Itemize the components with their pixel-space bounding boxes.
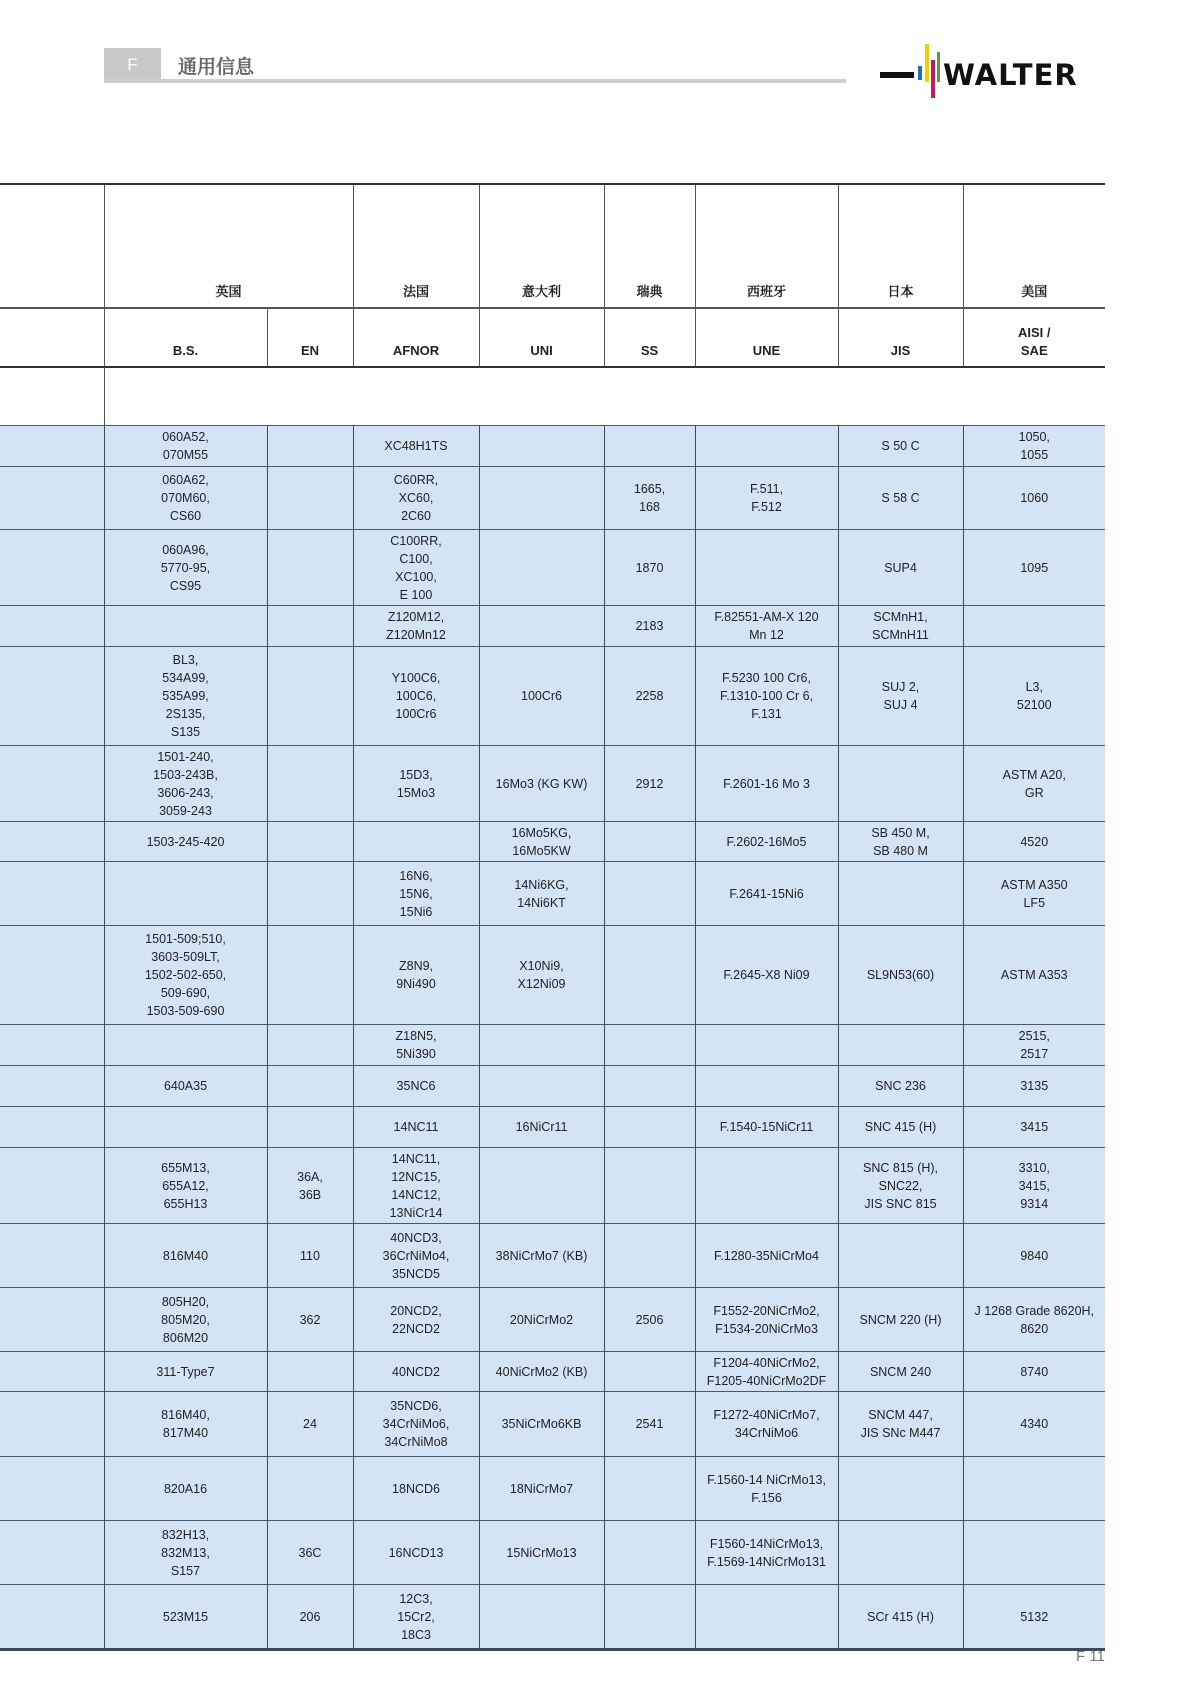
cell-une: F1552-20NiCrMo2, F1534-20NiCrMo3 [695,1288,838,1352]
header-aisi: AISI / SAE [963,308,1105,367]
cell-uni: 38NiCrMo7 (KB) [479,1224,604,1288]
cell-ss: 2541 [604,1392,695,1457]
section-title: 通用信息 [178,57,255,78]
row-lead-cell [0,1288,104,1352]
cell-bs: 816M40 [104,1224,267,1288]
cell-jis [838,1025,963,1066]
cell-une [695,1066,838,1107]
row-lead-cell [0,822,104,862]
cell-afnor: 18NCD6 [353,1457,479,1521]
cell-afnor: Z120M12, Z120Mn12 [353,606,479,647]
cell-afnor: 14NC11, 12NC15, 14NC12, 13NiCr14 [353,1148,479,1224]
row-lead-cell [0,1148,104,1224]
cell-ss [604,1066,695,1107]
cell-afnor: 16N6, 15N6, 15Ni6 [353,862,479,926]
cell-une [695,1148,838,1224]
cell-uni [479,426,604,467]
cell-afnor: Z18N5, 5Ni390 [353,1025,479,1066]
cell-en [267,606,353,647]
cell-jis: S 58 C [838,467,963,530]
cell-aisi: 1095 [963,530,1105,606]
blank-row [0,367,1105,426]
table-row [0,1457,1105,1521]
cell-bs: 523M15 [104,1585,267,1650]
cell-aisi: 9840 [963,1224,1105,1288]
cell-jis: SL9N53(60) [838,926,963,1025]
cell-aisi [963,1457,1105,1521]
header-uni: UNI [479,308,604,367]
row-lead-cell [0,647,104,746]
cell-bs: 640A35 [104,1066,267,1107]
cell-afnor: 12C3, 15Cr2, 18C3 [353,1585,479,1650]
row-lead-cell [0,467,104,530]
walter-logo [880,44,1108,104]
cell-en: 206 [267,1585,353,1650]
cell-uni: 16Mo3 (KG KW) [479,746,604,822]
section-underline [104,79,846,83]
table-row [0,1148,1105,1224]
row-lead-cell [0,1392,104,1457]
cell-aisi: 1050, 1055 [963,426,1105,467]
cell-bs: 060A52, 070M55 [104,426,267,467]
logo-text: WALTER [943,58,1078,92]
cell-afnor: 15D3, 15Mo3 [353,746,479,822]
cell-uni: 20NiCrMo2 [479,1288,604,1352]
cell-en [267,926,353,1025]
cell-aisi: 4520 [963,822,1105,862]
cell-jis: SCMnH1, SCMnH11 [838,606,963,647]
cell-aisi: ASTM A350 LF5 [963,862,1105,926]
cell-ss: 2258 [604,647,695,746]
row-lead-cell [0,1066,104,1107]
cell-uni: 40NiCrMo2 (KB) [479,1352,604,1392]
header-en: EN [267,308,353,367]
cell-jis [838,1521,963,1585]
row-lead-cell [0,530,104,606]
cell-afnor: C60RR, XC60, 2C60 [353,467,479,530]
table-row [0,926,1105,1025]
table-row [0,606,1105,647]
cell-aisi: L3, 52100 [963,647,1105,746]
cell-ss [604,1107,695,1148]
cell-afnor: 35NC6 [353,1066,479,1107]
cell-une [695,530,838,606]
cell-en [267,426,353,467]
cell-en [267,530,353,606]
row-lead-cell [0,606,104,647]
row-lead-cell [0,1521,104,1585]
cell-jis: SNCM 447, JIS SNc M447 [838,1392,963,1457]
cell-bs [104,1025,267,1066]
cell-aisi: ASTM A20, GR [963,746,1105,822]
cell-ss [604,926,695,1025]
cell-aisi [963,1521,1105,1585]
header-ss: SS [604,308,695,367]
table-row [0,1025,1105,1066]
cell-afnor: Y100C6, 100C6, 100Cr6 [353,647,479,746]
header-japan: 日本 [838,184,963,308]
cell-uni: 35NiCrMo6KB [479,1392,604,1457]
cell-uni: 16Mo5KG, 16Mo5KW [479,822,604,862]
cell-en: 362 [267,1288,353,1352]
table-row [0,1107,1105,1148]
cell-aisi: 3415 [963,1107,1105,1148]
cell-afnor: Z8N9, 9Ni490 [353,926,479,1025]
cell-ss [604,1457,695,1521]
cell-une: F.2601-16 Mo 3 [695,746,838,822]
row-lead-cell [0,1457,104,1521]
cell-en [267,746,353,822]
cell-jis [838,1457,963,1521]
cell-afnor: 20NCD2, 22NCD2 [353,1288,479,1352]
cell-aisi: 2515, 2517 [963,1025,1105,1066]
cell-uni: 14Ni6KG, 14Ni6KT [479,862,604,926]
cell-jis [838,1224,963,1288]
cell-en [267,862,353,926]
cell-une: F.2641-15Ni6 [695,862,838,926]
cell-ss: 1665, 168 [604,467,695,530]
cell-ss [604,822,695,862]
cell-jis: SUJ 2, SUJ 4 [838,647,963,746]
header-usa: 美国 [963,184,1105,308]
cell-ss [604,1521,695,1585]
cell-afnor [353,822,479,862]
cell-uni [479,530,604,606]
cell-une: F.1280-35NiCrMo4 [695,1224,838,1288]
row-lead-cell [0,746,104,822]
row-lead-cell [0,1224,104,1288]
cell-aisi: 3310, 3415, 9314 [963,1148,1105,1224]
header-uk: 英国 [104,184,353,308]
blank-header [0,184,104,308]
section-letter: F [104,48,161,82]
table-row [0,1352,1105,1392]
row-lead-cell [0,1107,104,1148]
cell-une [695,426,838,467]
cell-bs: 655M13, 655A12, 655H13 [104,1148,267,1224]
cell-en [267,1025,353,1066]
cell-en [267,1352,353,1392]
cell-aisi: J 1268 Grade 8620H, 8620 [963,1288,1105,1352]
cell-uni [479,1025,604,1066]
cell-ss: 2912 [604,746,695,822]
cell-ss: 1870 [604,530,695,606]
table-row [0,1288,1105,1352]
cell-en [267,1107,353,1148]
cell-uni [479,1066,604,1107]
header-jis: JIS [838,308,963,367]
cell-jis [838,746,963,822]
header-italy: 意大利 [479,184,604,308]
cell-afnor: 40NCD3, 36CrNiMo4, 35NCD5 [353,1224,479,1288]
table-row [0,822,1105,862]
cell-en [267,1457,353,1521]
cell-bs [104,606,267,647]
cell-aisi: 3135 [963,1066,1105,1107]
cell-jis: SCr 415 (H) [838,1585,963,1650]
cell-bs: BL3, 534A99, 535A99, 2S135, S135 [104,647,267,746]
cell-une: F1272-40NiCrMo7, 34CrNiMo6 [695,1392,838,1457]
cell-bs: 311-Type7 [104,1352,267,1392]
cell-une [695,1025,838,1066]
table-row [0,647,1105,746]
cell-une: F.1540-15NiCr11 [695,1107,838,1148]
row-lead-cell [0,1352,104,1392]
page-number: F 11 [1076,1648,1105,1665]
cell-afnor: C100RR, C100, XC100, E 100 [353,530,479,606]
cell-en: 110 [267,1224,353,1288]
cell-en [267,467,353,530]
cell-une: F.2645-X8 Ni09 [695,926,838,1025]
cell-jis: SNC 415 (H) [838,1107,963,1148]
cell-jis: SNCM 220 (H) [838,1288,963,1352]
cell-uni: 100Cr6 [479,647,604,746]
header-une: UNE [695,308,838,367]
cell-jis: SUP4 [838,530,963,606]
cell-uni: 16NiCr11 [479,1107,604,1148]
cell-afnor: 40NCD2 [353,1352,479,1392]
cell-ss: 2183 [604,606,695,647]
cell-une: F.1560-14 NiCrMo13, F.156 [695,1457,838,1521]
blank-header [0,308,104,367]
material-comparison-table [0,183,1105,1651]
cell-bs: 1501-240, 1503-243B, 3606-243, 3059-243 [104,746,267,822]
cell-en: 36A, 36B [267,1148,353,1224]
table-row [0,1521,1105,1585]
header-spain: 西班牙 [695,184,838,308]
cell-afnor: 35NCD6, 34CrNiMo6, 34CrNiMo8 [353,1392,479,1457]
cell-bs [104,1107,267,1148]
cell-jis: S 50 C [838,426,963,467]
row-lead-cell [0,1585,104,1650]
cell-aisi: 1060 [963,467,1105,530]
row-lead-cell [0,426,104,467]
table-row [0,467,1105,530]
cell-bs: 805H20, 805M20, 806M20 [104,1288,267,1352]
row-lead-cell [0,1025,104,1066]
table-row [0,1066,1105,1107]
row-lead-cell [0,926,104,1025]
cell-une: F.82551-AM-X 120 Mn 12 [695,606,838,647]
cell-bs: 1501-509;510, 3603-509LT, 1502-502-650, 509-690, 1503-509-690 [104,926,267,1025]
cell-une: F1204-40NiCrMo2, F1205-40NiCrMo2DF [695,1352,838,1392]
cell-aisi [963,606,1105,647]
cell-aisi: ASTM A353 [963,926,1105,1025]
cell-uni: 18NiCrMo7 [479,1457,604,1521]
table-row [0,530,1105,606]
cell-aisi: 8740 [963,1352,1105,1392]
cell-uni [479,606,604,647]
table-row [0,1585,1105,1650]
header-france: 法国 [353,184,479,308]
cell-ss [604,426,695,467]
cell-bs: 816M40, 817M40 [104,1392,267,1457]
cell-en: 36C [267,1521,353,1585]
cell-bs: 060A62, 070M60, CS60 [104,467,267,530]
cell-ss: 2506 [604,1288,695,1352]
row-lead-cell [0,862,104,926]
table-row [0,426,1105,467]
cell-ss [604,1025,695,1066]
cell-ss [604,1224,695,1288]
cell-ss [604,1585,695,1650]
cell-ss [604,1352,695,1392]
cell-aisi: 5132 [963,1585,1105,1650]
cell-uni: X10Ni9, X12Ni09 [479,926,604,1025]
header-sweden: 瑞典 [604,184,695,308]
cell-bs: 1503-245-420 [104,822,267,862]
cell-uni: 15NiCrMo13 [479,1521,604,1585]
cell-bs: 820A16 [104,1457,267,1521]
cell-jis: SNCM 240 [838,1352,963,1392]
cell-ss [604,862,695,926]
standard-header-row [0,308,1105,367]
cell-une: F.2602-16Mo5 [695,822,838,862]
cell-ss [604,1148,695,1224]
cell-bs: 832H13, 832M13, S157 [104,1521,267,1585]
cell-une: F.5230 100 Cr6, F.1310-100 Cr 6, F.131 [695,647,838,746]
header-bs: B.S. [104,308,267,367]
cell-en: 24 [267,1392,353,1457]
cell-aisi: 4340 [963,1392,1105,1457]
cell-afnor: XC48H1TS [353,426,479,467]
table-row [0,862,1105,926]
cell-afnor: 16NCD13 [353,1521,479,1585]
header-afnor: AFNOR [353,308,479,367]
cell-uni [479,1585,604,1650]
cell-jis: SNC 236 [838,1066,963,1107]
table-row [0,1224,1105,1288]
cell-bs: 060A96, 5770-95, CS95 [104,530,267,606]
cell-une: F1560-14NiCrMo13, F.1569-14NiCrMo131 [695,1521,838,1585]
cell-une [695,1585,838,1650]
cell-jis: SNC 815 (H), SNC22, JIS SNC 815 [838,1148,963,1224]
cell-bs [104,862,267,926]
country-header-row [0,184,1105,308]
table-row [0,746,1105,822]
cell-uni [479,1148,604,1224]
cell-en [267,647,353,746]
cell-jis: SB 450 M, SB 480 M [838,822,963,862]
table-row [0,1392,1105,1457]
cell-afnor: 14NC11 [353,1107,479,1148]
cell-en [267,1066,353,1107]
cell-jis [838,862,963,926]
cell-une: F.511, F.512 [695,467,838,530]
cell-en [267,822,353,862]
cell-uni [479,467,604,530]
